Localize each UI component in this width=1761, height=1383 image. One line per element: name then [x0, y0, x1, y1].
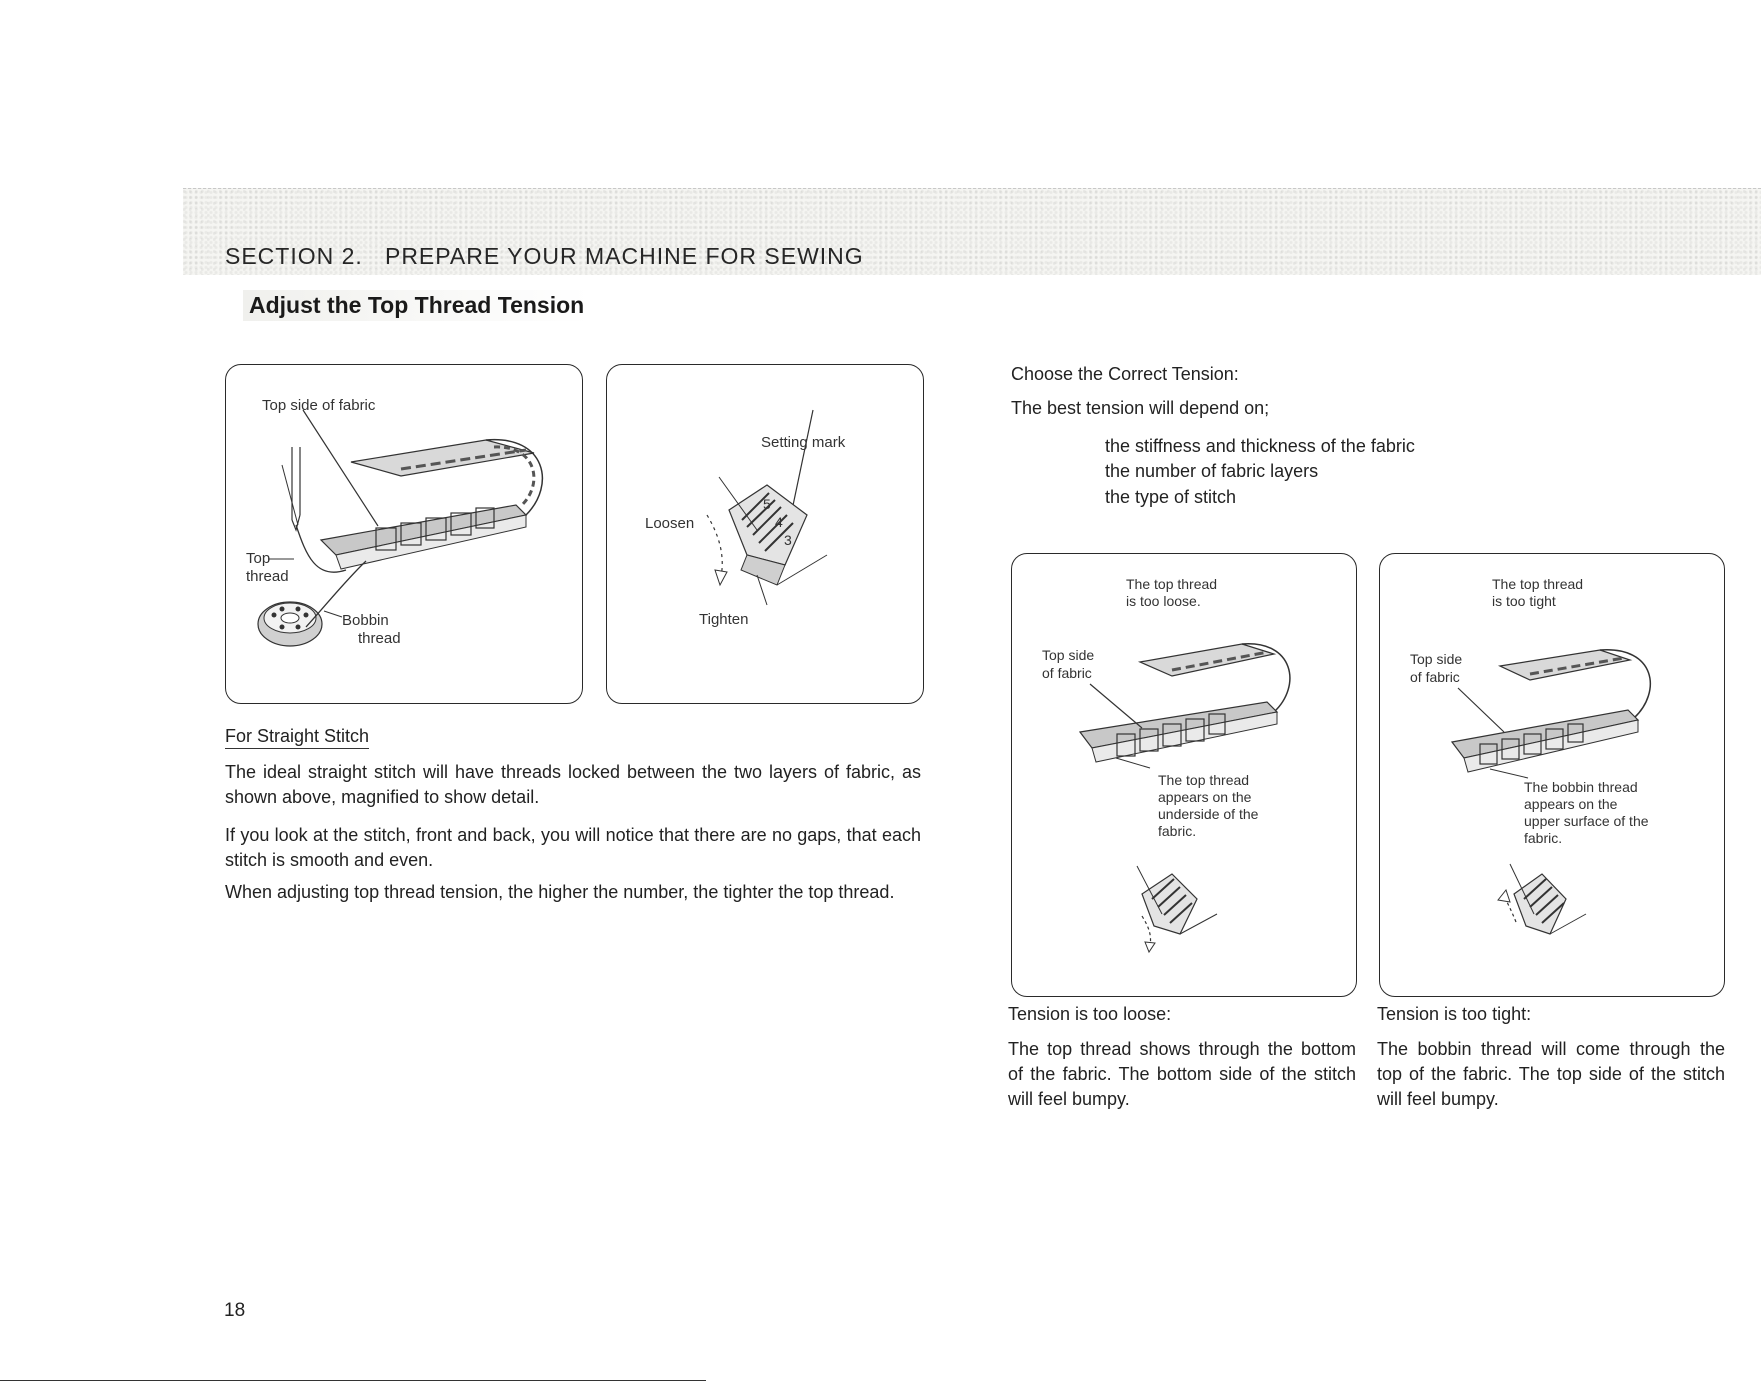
correct-tension-intro: The best tension will depend on;	[1011, 398, 1270, 418]
dial-number-5: 5	[763, 496, 771, 512]
tight-tension-illustration	[1380, 554, 1724, 996]
tight-body: The bobbin thread will come through the top of the fabric. The top side of the stitch will feel bumpy.	[1377, 1039, 1725, 1109]
loose-note-line4: fabric.	[1158, 823, 1197, 839]
tension-dial-figure	[606, 364, 924, 704]
loose-note-line2: appears on the	[1158, 789, 1252, 805]
page-number: 18	[224, 1300, 246, 1321]
top-side-of-fabric-label: Top side of fabric	[262, 397, 376, 414]
tight-top-side-label-line2: of fabric	[1410, 669, 1460, 685]
top-thread-label-line2: thread	[246, 568, 289, 585]
stitch-illustration	[226, 365, 582, 703]
loosen-label: Loosen	[645, 515, 695, 532]
tight-note: The bobbin thread	[1524, 779, 1638, 795]
tight-note-line2: appears on the	[1524, 796, 1618, 812]
straight-stitch-para-2: If you look at the stitch, front and back, you will notice that there are no gaps, that each stitch is smooth and even.	[225, 825, 921, 870]
dial-number-3: 3	[784, 532, 792, 548]
page-title: Adjust the Top Thread Tension	[243, 290, 590, 321]
tension-factor-1: the stiffness and thickness of the fabric	[1105, 436, 1415, 456]
loose-note: The top thread	[1158, 772, 1250, 788]
section-title: SECTION 2. PREPARE YOUR MACHINE FOR SEWING	[225, 243, 864, 269]
loose-top-side-label: Top side	[1042, 647, 1095, 663]
loose-tension-figure	[1011, 553, 1357, 997]
tension-factor-3: the type of stitch	[1105, 487, 1237, 507]
top-thread-label: Top	[246, 550, 271, 567]
setting-mark-label: Setting mark	[761, 434, 846, 451]
tension-dial-illustration	[607, 365, 923, 703]
straight-stitch-para-1: The ideal straight stitch will have threads locked between the two layers of fabric, as shown above, magnified to show detail.	[225, 762, 921, 807]
tighten-label: Tighten	[699, 611, 749, 628]
straight-stitch-para-3: When adjusting top thread tension, the higher the number, the tighter the top thread.	[225, 882, 895, 902]
loose-top-side-label-line2: of fabric	[1042, 665, 1092, 681]
straight-stitch-heading: For Straight Stitch	[225, 726, 369, 749]
tight-caption-line2: is too tight	[1492, 593, 1556, 609]
tight-note-line4: fabric.	[1524, 830, 1563, 846]
tight-note-line3: upper surface of the	[1524, 813, 1649, 829]
loose-caption-line2: is too loose.	[1126, 593, 1201, 609]
tight-top-side-label: Top side	[1410, 651, 1463, 667]
loose-note-line3: underside of the	[1158, 806, 1259, 822]
loose-body: The top thread shows through the bottom of the fabric. The bottom side of the stitch will feel bumpy.	[1008, 1039, 1356, 1109]
tight-heading: Tension is too tight:	[1377, 1004, 1532, 1024]
dial-number-4: 4	[775, 514, 783, 530]
loose-caption: The top thread	[1126, 576, 1218, 592]
bobbin-thread-label-line2: thread	[358, 630, 401, 647]
tight-caption: The top thread	[1492, 576, 1584, 592]
correct-tension-heading: Choose the Correct Tension:	[1011, 364, 1239, 384]
bobbin-thread-label: Bobbin	[342, 612, 389, 629]
tension-factor-2: the number of fabric layers	[1105, 461, 1319, 481]
footer-rule	[0, 1380, 706, 1381]
loose-heading: Tension is too loose:	[1008, 1004, 1172, 1024]
stitch-figure	[225, 364, 583, 704]
tight-tension-figure	[1379, 553, 1725, 997]
